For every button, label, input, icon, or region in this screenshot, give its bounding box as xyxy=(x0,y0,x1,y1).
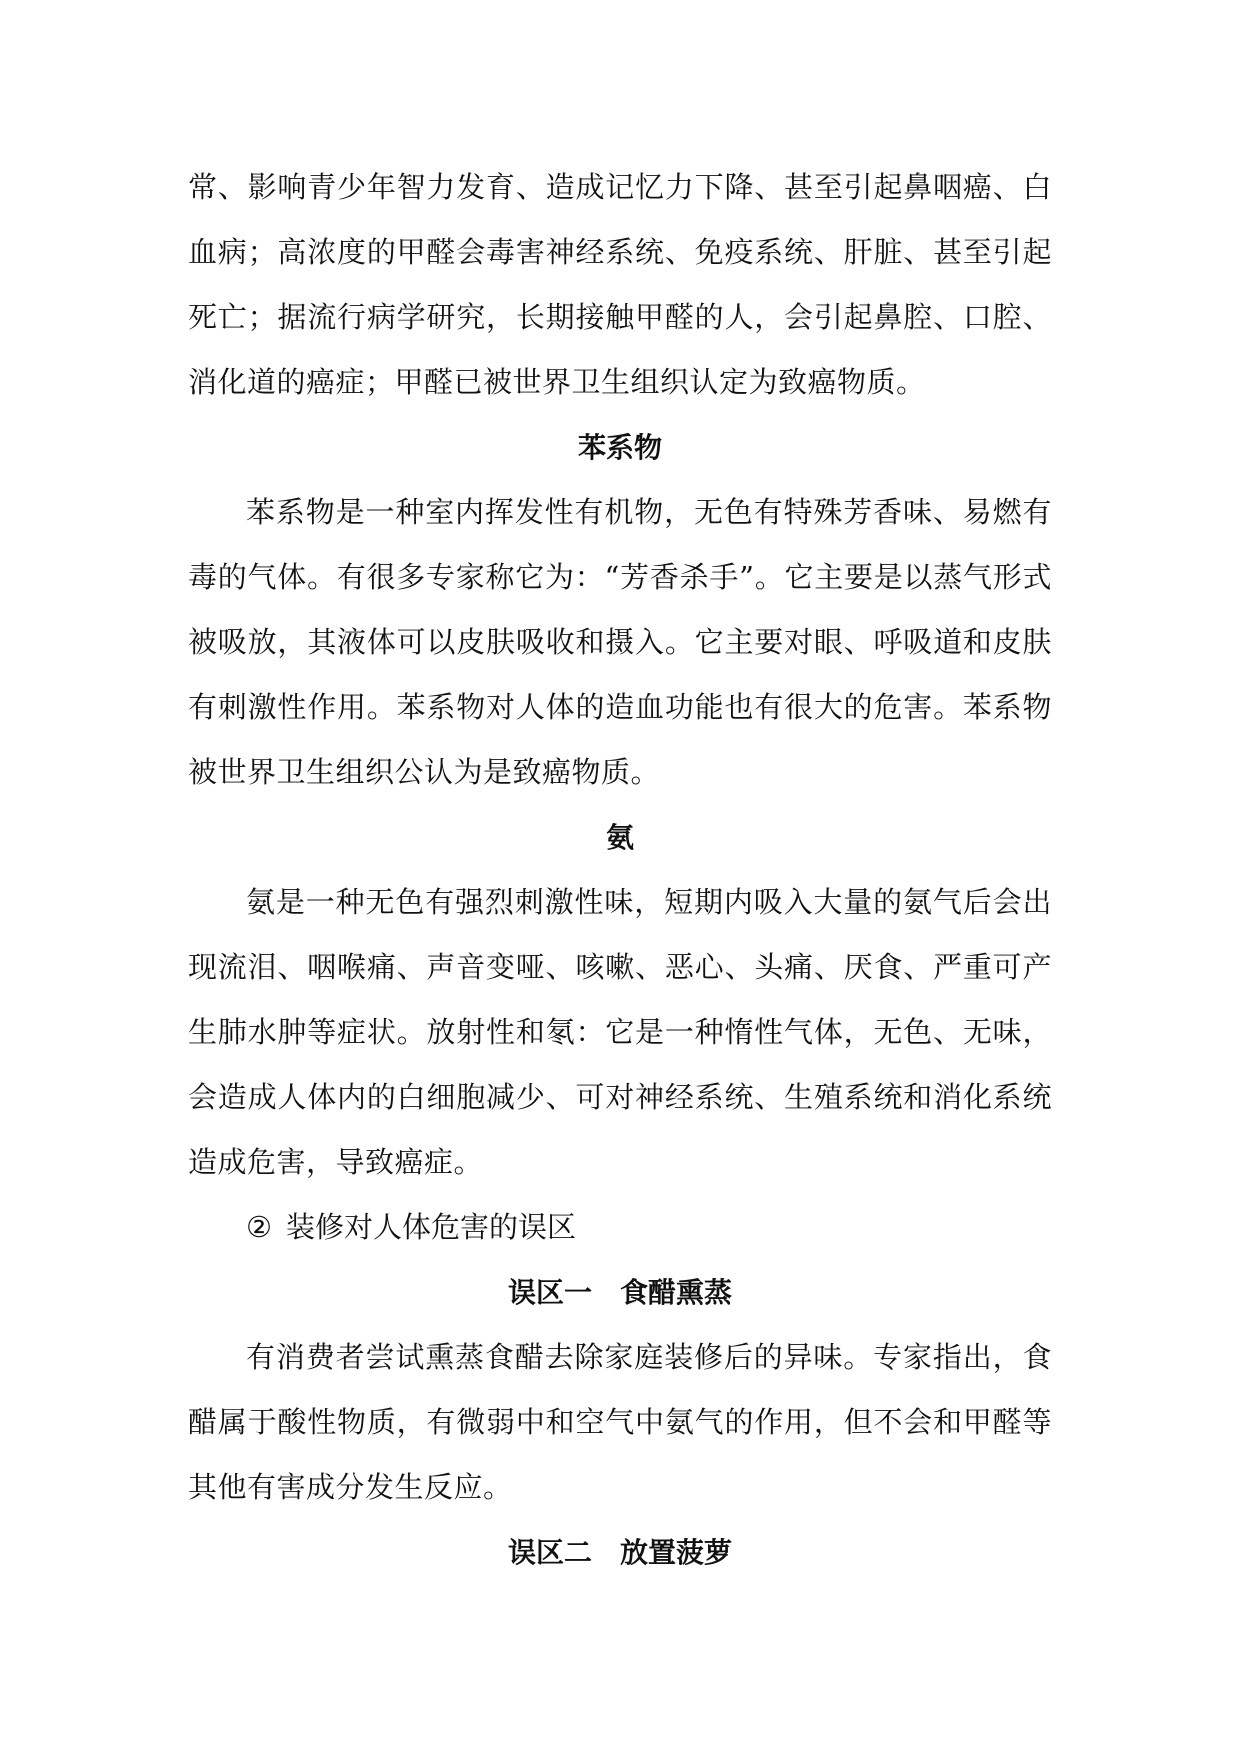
list-item-text: 装修对人体危害的误区 xyxy=(286,1210,577,1244)
list-marker: ② xyxy=(246,1210,272,1244)
ammonia-paragraph: 氨是一种无色有强烈刺激性味，短期内吸入大量的氨气后会出现流泪、咽喉痛、声音变哑、咳嗽、恶心、头痛、厌食、严重可产生肺水肿等症状。放射性和氡：它是一种惰性气体，无色、无味，会造成人体内的白细胞减少、可对神经系统、生殖系统和消化系统造成危害，导致癌症。 xyxy=(188,885,1052,1179)
document-body xyxy=(188,155,1052,1585)
misconceptions-list-item xyxy=(188,1195,1052,1260)
benzene-paragraph: 苯系物是一种室内挥发性有机物，无色有特殊芳香味、易燃有毒的气体。有很多专家称它为：“芳香杀手”。它主要是以蒸气形式被吸放，其液体可以皮肤吸收和摄入。它主要对眼、呼吸道和皮肤有刺激性作用。苯系物对人体的造血功能也有很大的危害。苯系物被世界卫生组织公认为是致癌物质。 xyxy=(188,495,1052,789)
formaldehyde-continuation-paragraph: 常、影响青少年智力发育、造成记忆力下降、甚至引起鼻咽癌、白血病；高浓度的甲醛会毒害神经系统、免疫系统、肝脏、甚至引起死亡；据流行病学研究，长期接触甲醛的人，会引起鼻腔、口腔、消化道的癌症；甲醛已被世界卫生组织认定为致癌物质。 xyxy=(188,170,1052,399)
misconception-two-heading: 误区二 放置菠萝 xyxy=(507,1536,732,1569)
misconception-one-heading: 误区一 食醋熏蒸 xyxy=(507,1276,732,1309)
ammonia-heading: 氨 xyxy=(605,821,634,854)
misconception-one-paragraph: 有消费者尝试熏蒸食醋去除家庭装修后的异味。专家指出，食醋属于酸性物质，有微弱中和空气中氨气的作用，但不会和甲醛等其他有害成分发生反应。 xyxy=(188,1340,1052,1504)
benzene-heading: 苯系物 xyxy=(577,431,662,464)
